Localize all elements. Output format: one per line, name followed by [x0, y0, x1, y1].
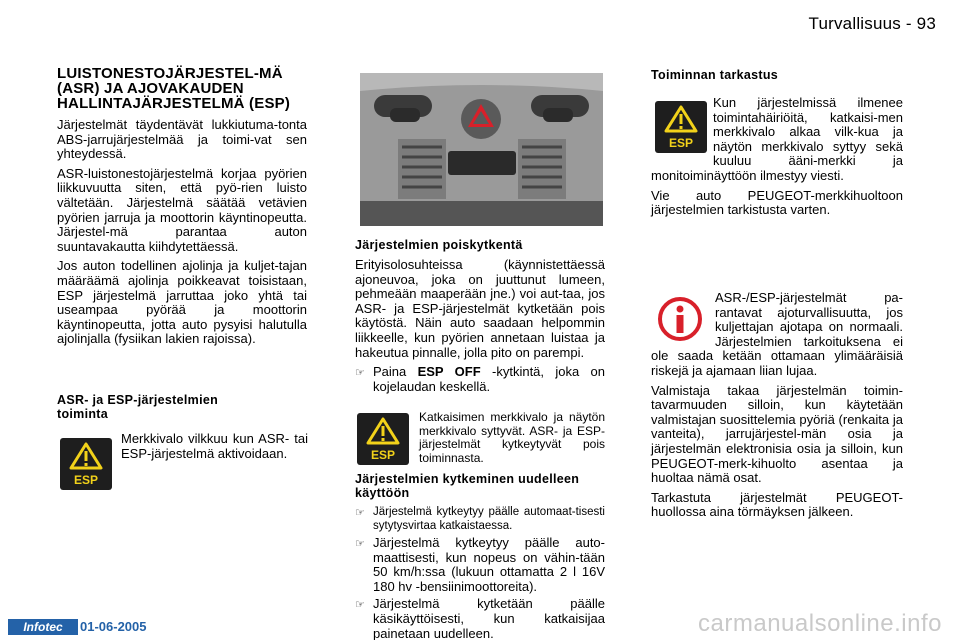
- paragraph-indicator: Katkaisimen merkkivalo ja näytön merkkivalo syttyvät. ASR- ja ESP-järjestelmät kytkeytyvät pois toiminnasta.: [419, 410, 605, 465]
- svg-text:ESP: ESP: [370, 448, 396, 462]
- column-middle: [355, 238, 605, 397]
- section-title-check: Toiminnan tarkastus: [651, 68, 779, 82]
- paragraph-intro: Järjestelmät täydentävät lukkiutuma-tonta ABS-jarrujärjestelmää ja toimi-vat sen yhteydessä.: [57, 117, 307, 162]
- check-text-block: [651, 96, 903, 223]
- bullet-manual: ☞ Järjestelmä kytketään päälle käsikäyttöisesti, kun katkaisijaa painetaan uudelleen.: [355, 596, 605, 640]
- pointing-hand-icon: ☞: [355, 367, 365, 380]
- paragraph-check: Kun järjestelmissä ilmenee toimintahäiriöitä, katkaisi-men merkkivalo alkaa vilk-kua ja näytön merkkivalo syttyy sekä kuuluu ääni-merkki ja monitoiminäyttöön ilmestyy viesti.: [651, 95, 903, 183]
- infotec-logo: Infotec: [8, 619, 78, 635]
- esp-off-warning-icon: [357, 413, 409, 470]
- watermark: carmanualsonline.info: [698, 610, 942, 637]
- svg-text:ESP: ESP: [73, 473, 99, 487]
- column-left: [57, 66, 307, 352]
- bullet-text: Paina ESP OFF -kytkintä, joka on kojelaudan keskellä.: [373, 364, 605, 394]
- paragraph-disable: Erityisolosuhteissa (käynnistettäessä ajoneuvoa, joka on juuttunut lumeen, pehmeään maaperään jne.) voi aut-taa, jos ASR- ja ESP-järjestelmät kytketään pois käytöstä. Näin auto saadaan helpommin liikkeelle, kun pyörien annetaan luistaa ja hakeutua pinnalle, jolla pito on parempi.: [355, 257, 605, 360]
- paragraph-maker: Valmistaja takaa järjestelmän toimin-tavarmuuden silloin, kun käytetään valmistajan suosittelemia pyöriä (renkaita ja vanteita), jarrujärjestel-män osia ja järjestelmän elektronisia osia ja silloin, kun PEUGEOT-merk-kihuolto asentaa ja huoltaa nämä osat.: [651, 382, 903, 486]
- paragraph-info: ASR-/ESP-järjestelmät pa-rantavat ajoturvallisuutta, jos kuljettajan ajotapa on normaali. Järjestelmien tarkoituksena ei ole saada ketään ottamaan ylimääräisiä riskejä ja ajamaan liian lujaa.: [651, 290, 903, 378]
- pointing-hand-icon: ☞: [355, 599, 365, 612]
- paragraph-esp: Jos auton todellinen ajolinja ja kuljet-tajan määräämä ajolinja poikkeavat toisistaan, ESP järjestelmä jarruttaa joko yhtä tai useampaa pyörää ja moottorin käyntinopeutta, jotta auto pysyisi halutulla ajolinjalla (fysiikan lakien rajoissa).: [57, 258, 307, 347]
- bullet-auto-ignition: ☞ Järjestelmä kytkeytyy päälle automaat-tisesti sytytysvirtaa katkaistaessa.: [355, 506, 605, 532]
- section-title-reenable: Järjestelmien kytkeminen uudelleen käyttöön: [355, 472, 580, 500]
- paragraph-asr: ASR-luistonestojärjestelmä korjaa pyörien liikkuvuutta siten, että pyö-rien luisto vältetään. Järjestelmä säätää vetävien pyörien jarruja ja moottorin käyntinopeutta. Järjestel-mä parantaa auton suuntavakautta kiihdytettäessä.: [57, 165, 307, 254]
- esp-warning-icon: [60, 438, 112, 495]
- paragraph-service: Vie auto PEUGEOT-merkkihuoltoon järjestelmien tarkistusta varten.: [651, 187, 903, 218]
- svg-text:ESP: ESP: [668, 136, 694, 150]
- info-text-block: [651, 291, 903, 525]
- bullet-auto-speed: ☞ Järjestelmä kytkeytyy päälle auto-maattisesti, kun nopeus on vähin-tään 50 km/h:ssa (lukuun ottamatta 2 l 16V 180 hv -bensiinimoottoreita).: [355, 535, 605, 594]
- section-title-disable: Järjestelmien poiskytkentä: [355, 238, 523, 252]
- pointing-hand-icon: ☞: [355, 538, 365, 550]
- dashboard-photo: [360, 73, 603, 226]
- reenable-section: [355, 472, 605, 640]
- pointing-hand-icon: ☞: [355, 507, 365, 519]
- section-title-function: ASR- ja ESP-järjestelmien toiminta: [57, 393, 219, 421]
- footer-date: 01-06-2005: [80, 619, 147, 634]
- function-section: [57, 393, 257, 427]
- paragraph-collision: Tarkastuta järjestelmät PEUGEOT-huollossa aina törmäyksen jälkeen.: [651, 489, 903, 520]
- column-right-header: [651, 68, 903, 88]
- paragraph-function: Merkkivalo vilkkuu kun ASR- tai ESP-järjestelmä aktivoidaan.: [121, 431, 308, 461]
- page-header-title: Turvallisuus - 93: [808, 14, 936, 33]
- function-text-block: [121, 432, 308, 466]
- indicator-text-block: [419, 411, 605, 470]
- bullet-esp-off: [355, 365, 605, 394]
- section-title-main: LUISTONESTOJÄRJESTEL-MÄ (ASR) JA AJOVAKAUDEN HALLINTAJÄRJESTELMÄ (ESP): [57, 65, 291, 112]
